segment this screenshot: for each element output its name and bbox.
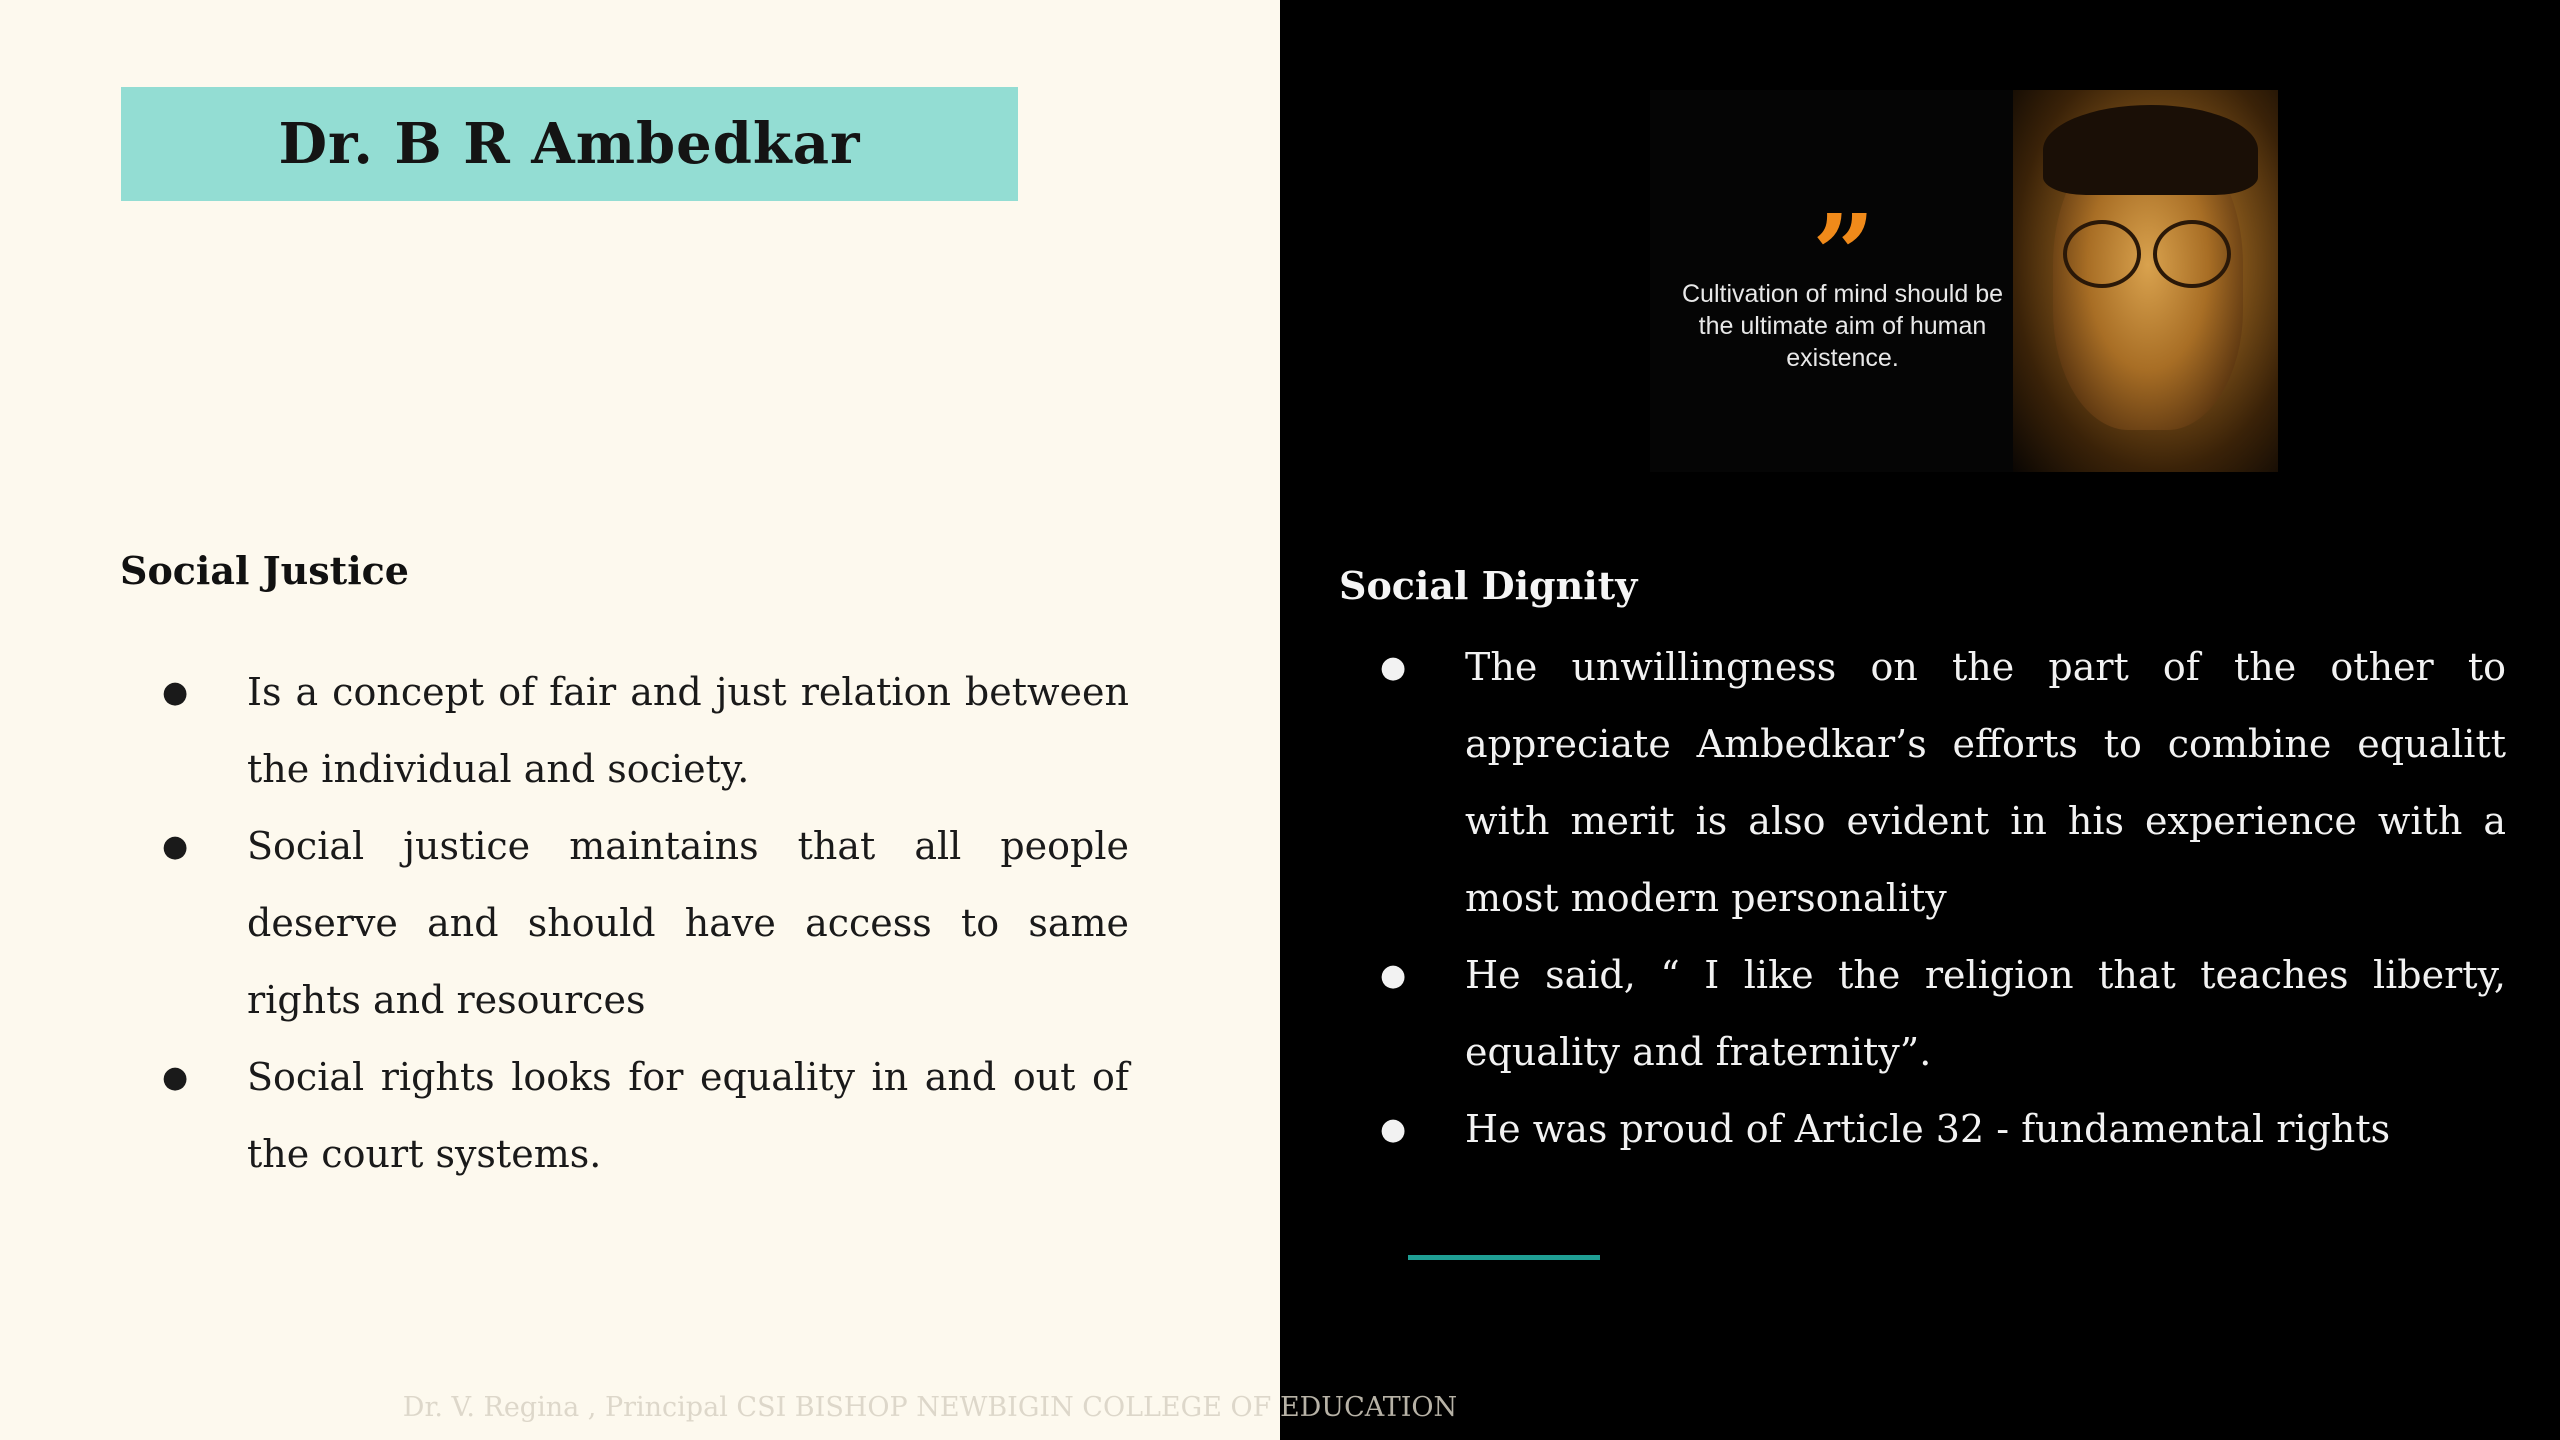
list-item-text: He said, “ I like the religion that teaches liberty, equality and fraternity”. — [1465, 953, 2506, 1074]
list-item-text: Is a concept of fair and just relation between the individual and society. — [247, 670, 1129, 791]
list-item-text: The unwillingness on the part of the other to appreciate Ambedkar’s efforts to combine equalitt with merit is also evident in his experience with a most modern personality — [1465, 645, 2506, 920]
footer-credit: Dr. V. Regina , Principal CSI BISHOP NEWBIGIN COLLEGE OF EDUCATION — [402, 1392, 1458, 1423]
list-item-text: Social rights looks for equality in and out of the court systems. — [247, 1055, 1129, 1176]
list-item — [121, 1039, 1129, 1193]
social-justice-list — [121, 654, 1129, 1193]
bullet-icon: ● — [1380, 650, 1407, 685]
quote-portrait-image — [1650, 90, 2278, 472]
accent-divider — [1408, 1255, 1600, 1260]
list-item — [1339, 629, 2506, 937]
list-item — [121, 808, 1129, 1039]
list-item-text: He was proud of Article 32 - fundamental rights — [1465, 1107, 2391, 1151]
list-item — [121, 654, 1129, 808]
bullet-icon: ● — [1380, 1112, 1407, 1147]
portrait — [2013, 90, 2278, 472]
bullet-icon: ● — [162, 829, 189, 864]
list-item-text: Social justice maintains that all people deserve and should have access to same rights and resources — [247, 824, 1129, 1022]
bullet-icon: ● — [162, 1060, 189, 1095]
title-box — [121, 87, 1018, 201]
social-justice-heading: Social Justice — [120, 548, 409, 593]
social-dignity-list — [1339, 629, 2506, 1168]
list-item — [1339, 937, 2506, 1091]
social-dignity-heading: Social Dignity — [1339, 563, 1638, 608]
bullet-icon: ● — [1380, 958, 1407, 993]
list-item — [1339, 1091, 2506, 1168]
quote-mark-icon: ” — [1812, 190, 1876, 319]
slide-title: Dr. B R Ambedkar — [278, 111, 861, 177]
quote-text: Cultivation of mind should be the ultimate aim of human existence. — [1681, 280, 2004, 372]
bullet-icon: ● — [162, 675, 189, 710]
